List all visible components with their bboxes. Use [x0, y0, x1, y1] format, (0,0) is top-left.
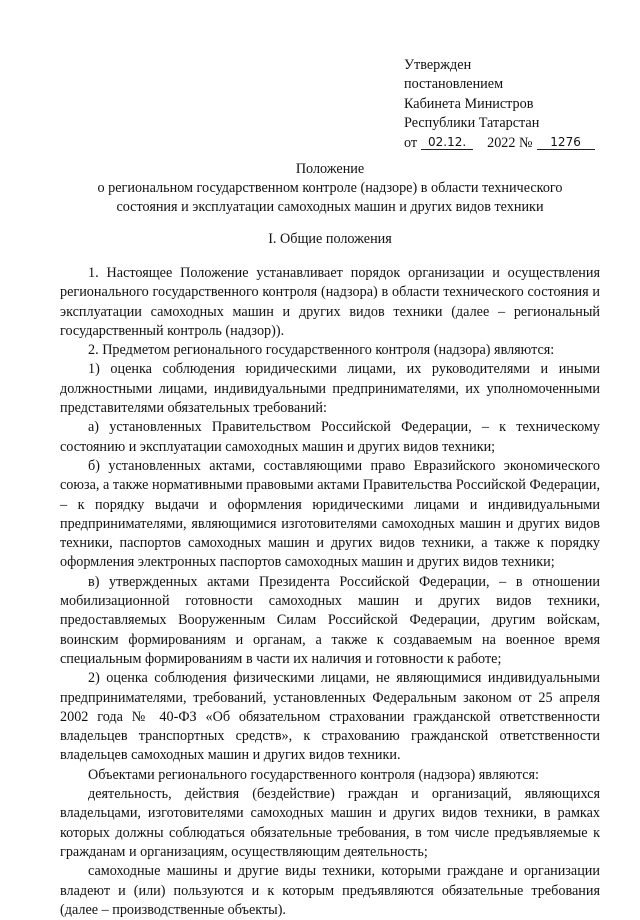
- handwritten-number: 1276: [537, 135, 595, 150]
- document-title: [60, 160, 600, 217]
- approval-line: Республики Татарстан: [404, 115, 540, 132]
- title-line: о региональном государственном контроле (надзоре) в области технического: [97, 180, 563, 196]
- paragraph: деятельность, действия (бездействие) граждан и организаций, являющихся владельцами, изготовителями самоходных машин и других видов техники, в рамках которых должны соблюдаться обязательные требования, в том числе предъявляемые к гражданам и организациям, осуществляющим деятельность;: [60, 786, 600, 860]
- year-label: 2022 №: [487, 134, 533, 151]
- title-line: состояния и эксплуатации самоходных машин и других видов техники: [116, 199, 544, 215]
- paragraph: 1) оценка соблюдения юридическими лицами, их руководителями и иными должностными лицами, индивидуальными предпринимателями, их уполномоченными представителями обязательных требований:: [60, 361, 600, 417]
- paragraph: 2. Предметом регионального государственного контроля (надзора) являются:: [88, 342, 555, 359]
- approval-block: [404, 56, 595, 153]
- approval-line: постановлением: [404, 76, 504, 93]
- approval-line: Утвержден: [404, 57, 472, 73]
- paragraph: б) установленных актами, составляющими право Евразийского экономического союза, а также нормативными правовыми актами Правительства Российской Федерации, – к порядку выдачи и оформления юридическими лицами и индивидуальными предпринимателями, являющимися изготовителями самоходных машин и других видов техники, паспортов самоходных машин и других видов техники, а также к порядку оформления электронных паспортов самоходных машин и других видов техники;: [60, 457, 600, 571]
- from-label: от: [404, 134, 418, 151]
- approval-line: Кабинета Министров: [404, 95, 534, 112]
- paragraph: 1. Настоящее Положение устанавливает порядок организации и осуществления регионального государственного контроля (надзора) в области технического состояния и эксплуатации самоходных машин и других видов техники (далее – региональный государственный контроль (надзор)).: [60, 265, 600, 339]
- paragraph: 2) оценка соблюдения физическими лицами, не являющимися индивидуальными предпринимателями, требований, установленных Федеральным законом от 25 апреля 2002 года № 40-ФЗ «Об обязательном страховании гражданской ответственности владельцев транспортных средств», к страхованию гражданской ответственности владельцев самоходных машин и других видов техники.: [60, 670, 600, 764]
- paragraph: в) утвержденных актами Президента Российской Федерации, – в отношении мобилизационной готовности самоходных машин и других видов техники, предоставляемых Вооруженным Силам Российской Федерации, другим войскам, воинским формированиям и органам, а также к создаваемым на военное время специальным формированиям в части их наличия и готовности к работе;: [60, 573, 600, 667]
- section-heading: I. Общие положения: [268, 231, 392, 247]
- handwritten-date: 02.12.: [421, 135, 473, 150]
- document-body: [60, 264, 600, 920]
- paragraph: Объектами регионального государственного контроля (надзора) являются:: [88, 766, 539, 783]
- title-line: Положение: [295, 161, 365, 177]
- paragraph: самоходные машины и другие виды техники, которыми граждане и организации владеют и (или) пользуются и к которым предъявляются обязательные требования (далее – производственные объекты).: [60, 863, 600, 918]
- approval-date-line: [404, 134, 595, 153]
- paragraph: а) установленных Правительством Российской Федерации, – к техническому состоянию и эксплуатации самоходных машин и других видов техники;: [60, 419, 600, 455]
